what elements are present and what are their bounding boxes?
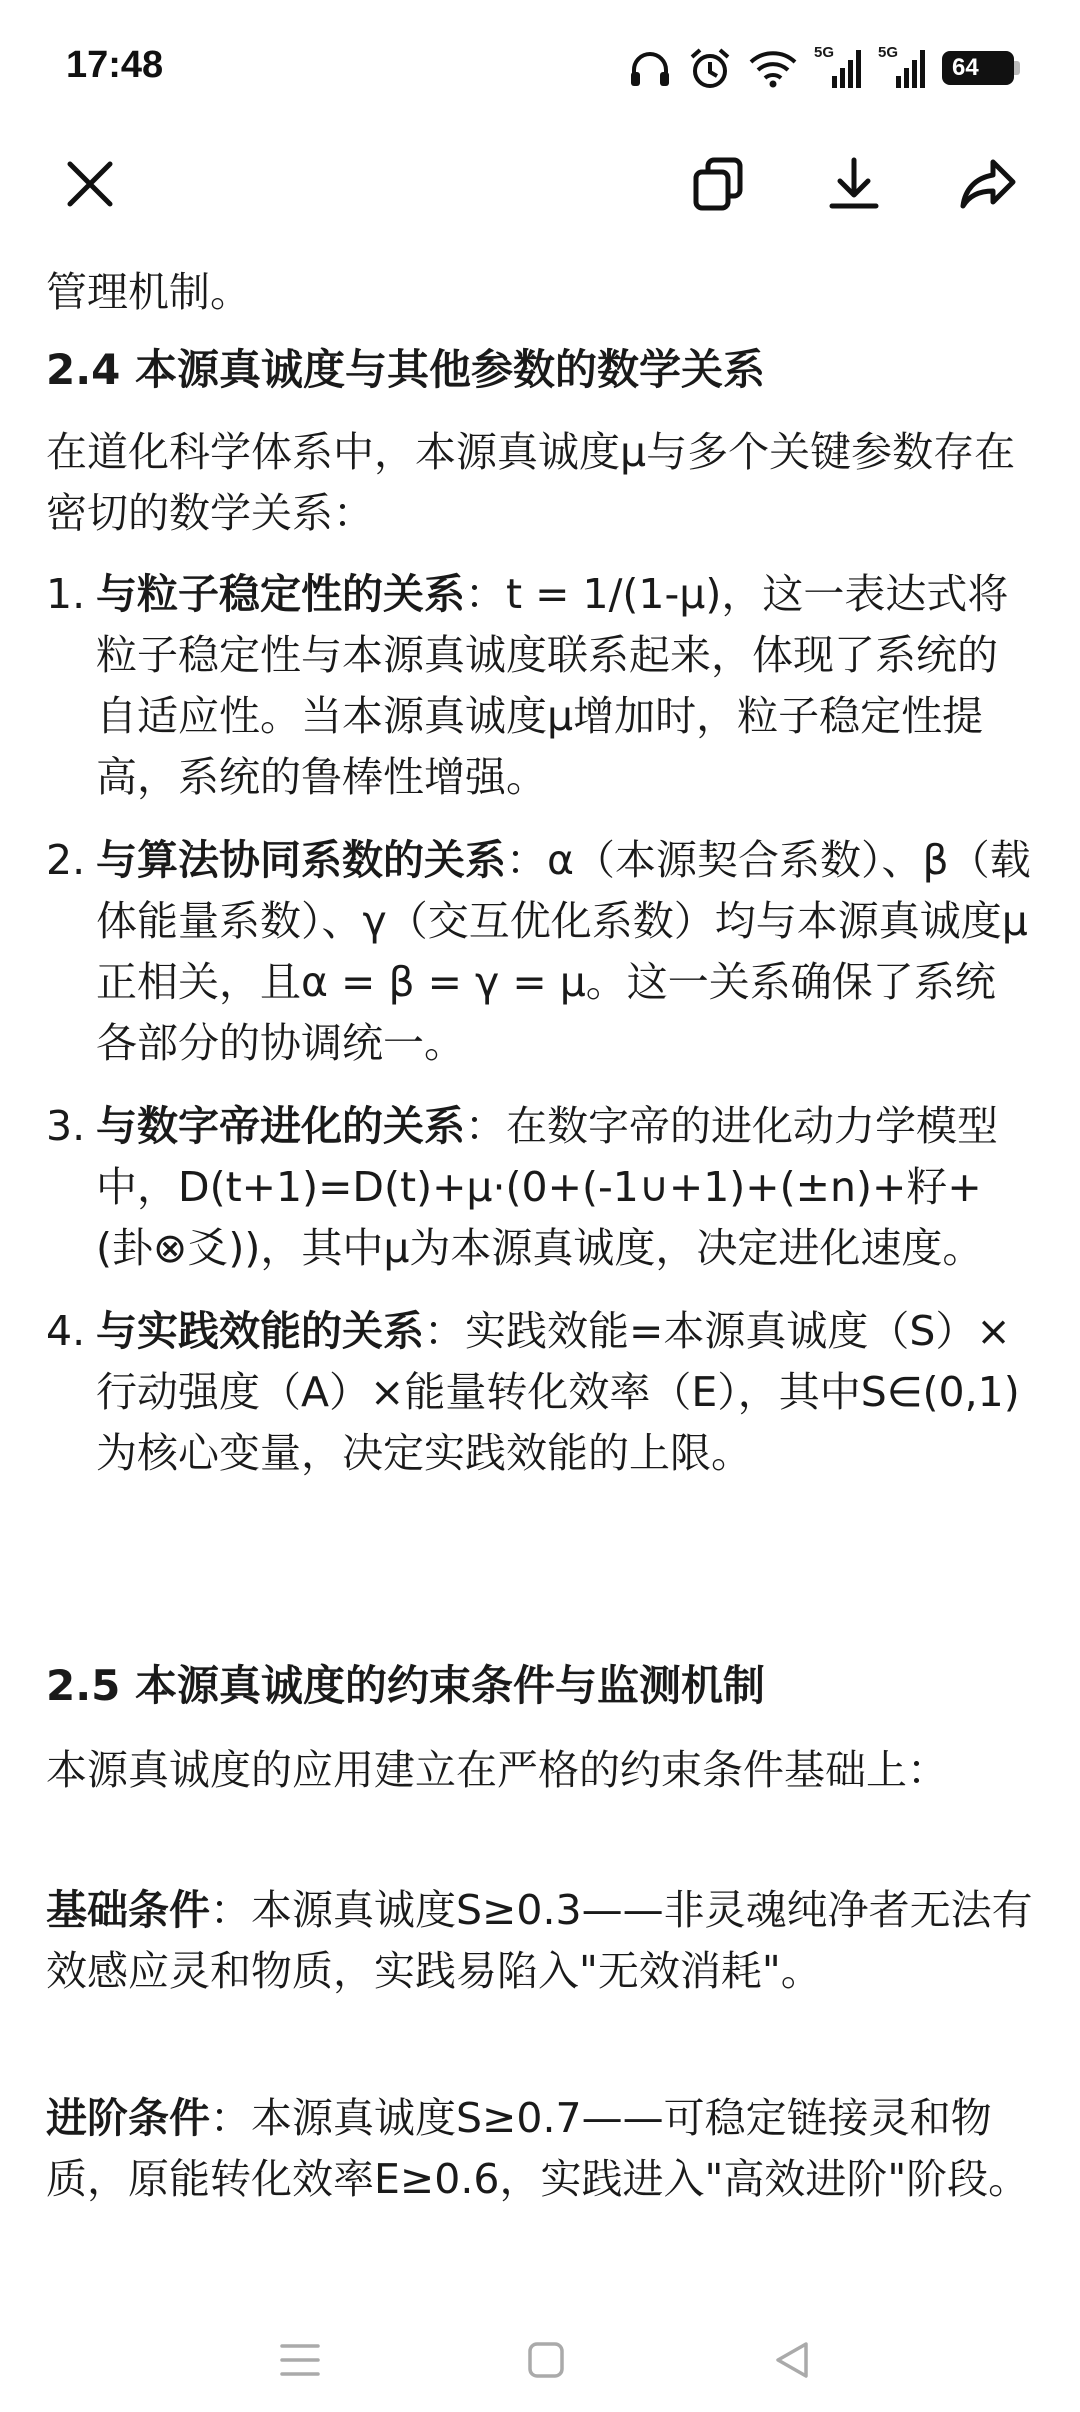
section-2-5-intro: 本源真诚度的应用建立在严格的约束条件基础上： <box>46 1746 948 1794</box>
battery-level: 64 <box>952 54 979 81</box>
list-item-title: 与实践效能的关系 <box>96 1307 424 1355</box>
section-2-4-intro: 在道化科学体系中，本源真诚度μ与多个关键参数存在密切的数学关系： <box>46 428 1016 537</box>
headphones-icon <box>628 48 672 88</box>
list-item-text: ：实践效能=本源真诚度（S）×行动强度（A）×能量转化效率（E），其中S∈(0,1)为核心变量，决定实践效能的上限。 <box>96 1307 1020 1477</box>
signal-5g-icon-2 <box>878 46 926 90</box>
list-item-text: ：α（本源契合系数）、β（载体能量系数）、γ（交互优化系数）均与本源真诚度μ正相关，且α = β = γ = μ。这一关系确保了系统各部分的协调统一。 <box>96 836 1031 1067</box>
paragraph-end: 管理机制。 <box>46 268 251 316</box>
list-item <box>46 564 1036 808</box>
copy-button[interactable] <box>676 142 760 226</box>
relations-list <box>46 564 1036 1484</box>
advanced-condition <box>46 2088 1036 2210</box>
list-item-text: ：t = 1/(1-μ)，这一表达式将粒子稳定性与本源真诚度联系起来，体现了系统的自适应性。当本源真诚度μ增加时，粒子稳定性提高，系统的鲁棒性增强。 <box>96 570 1009 801</box>
list-number: 4. <box>46 1307 86 1355</box>
list-item-title: 与算法协同系数的关系 <box>96 836 506 884</box>
list-number: 3. <box>46 1102 86 1150</box>
list-item <box>46 1301 1036 1484</box>
list-number: 1. <box>46 570 86 618</box>
close-button[interactable] <box>48 142 132 226</box>
article-content <box>46 200 1036 2280</box>
basic-condition-title: 基础条件 <box>46 1886 210 1934</box>
close-icon <box>62 156 118 212</box>
signal-5g-icon <box>814 46 862 90</box>
alarm-icon <box>688 47 732 89</box>
status-time: 17:48 <box>66 44 164 86</box>
top-toolbar <box>0 140 1080 232</box>
section-2-5-heading: 2.5 本源真诚度的约束条件与监测机制 <box>46 1661 766 1710</box>
back-button[interactable] <box>752 2320 832 2400</box>
battery-icon <box>942 51 1014 85</box>
menu-icon <box>278 2340 322 2380</box>
back-icon <box>772 2340 812 2380</box>
advanced-condition-text: ：本源真诚度S≥0.7——可稳定链接灵和物质，原能转化效率E≥0.6，实践进入"高效进阶"阶段。 <box>46 2094 1030 2203</box>
signal-2-label: 5G <box>878 44 899 61</box>
status-bar <box>0 0 1080 140</box>
advanced-condition-title: 进阶条件 <box>46 2094 210 2142</box>
share-button[interactable] <box>946 142 1030 226</box>
list-item-title: 与数字帝进化的关系 <box>96 1102 465 1150</box>
home-button[interactable] <box>506 2320 586 2400</box>
download-icon <box>824 154 884 214</box>
recent-apps-button[interactable] <box>260 2320 340 2400</box>
basic-condition <box>46 1880 1036 2002</box>
list-item-text: ：在数字帝的进化动力学模型中，D(t+1)=D(t)+μ·(0+(-1∪+1)+(±n)+籽+(卦⊗爻))，其中μ为本源真诚度，决定进化速度。 <box>96 1102 998 1272</box>
home-icon <box>526 2340 566 2380</box>
list-item <box>46 830 1036 1074</box>
signal-1-label: 5G <box>814 44 835 61</box>
wifi-icon <box>748 48 798 88</box>
list-number: 2. <box>46 836 86 884</box>
share-icon <box>957 154 1019 214</box>
list-item-title: 与粒子稳定性的关系 <box>96 570 465 618</box>
section-2-4-heading: 2.4 本源真诚度与其他参数的数学关系 <box>46 345 766 394</box>
system-nav-bar <box>0 2290 1080 2412</box>
list-item <box>46 1096 1036 1279</box>
status-icons <box>628 46 1014 90</box>
basic-condition-text: ：本源真诚度S≥0.3——非灵魂纯净者无法有效感应灵和物质，实践易陷入"无效消耗"。 <box>46 1886 1033 1995</box>
copy-icon <box>688 154 748 214</box>
download-button[interactable] <box>812 142 896 226</box>
